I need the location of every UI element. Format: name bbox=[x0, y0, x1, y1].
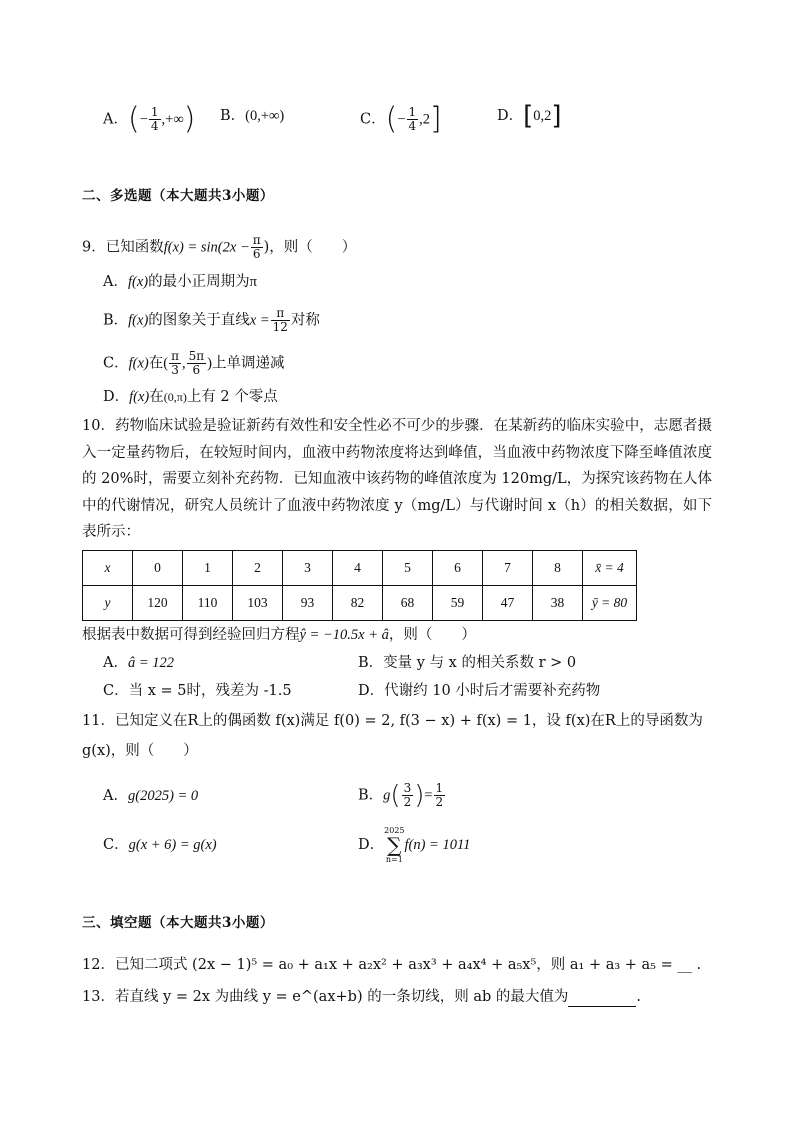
table-cell: x bbox=[83, 551, 133, 586]
table-cell: 7 bbox=[483, 551, 533, 586]
table-cell: 38 bbox=[533, 586, 583, 621]
q11-b-fraction-arg: $\frac{3}{2}$ bbox=[403, 781, 412, 809]
q11-option-d: D． 2025 ∑ n=1 f(n) = 1011 bbox=[358, 826, 471, 864]
table-cell: y bbox=[83, 586, 133, 621]
q9-option-a: A．f(x)的最小正周期为π bbox=[103, 274, 257, 290]
table-cell: 1 bbox=[183, 551, 233, 586]
table-cell: 82 bbox=[333, 586, 383, 621]
q12-stem: 12．已知二项式 (2x − 1)⁵ = a₀ + a₁x + a₂x² + a₃x³ + a₄x⁴ + a₅x⁵，则 a₁ + a₃ + a₅ = __ . bbox=[82, 957, 702, 973]
q8-option-a: A．(− $\frac{1}{4}$ ,+∞) bbox=[103, 101, 196, 137]
summation-symbol: 2025 ∑ n=1 bbox=[384, 826, 405, 864]
table-cell: 103 bbox=[233, 586, 283, 621]
q10-stem: 10．药物临床试验是验证新药有效性和安全性必不可少的步骤．在某新药的临床实验中，志愿者摄入一定量药物后，在较短时间内，血液中药物浓度将达到峰值，当血液中药物浓度下降至峰值浓度的 20%时，需要立刻补充药物．已知血液中该药物的峰值浓度为 120mg/L，为探究该药物在人体中的代谢情况，研究人员统计了血液中药物浓度 y（mg/L）与代谢时间 x（h）的相关数据，如下表所示： bbox=[82, 418, 712, 540]
q11-option-b: B．g( $\frac{3}{2}$ )= $\frac{1}{2}$ bbox=[358, 780, 444, 811]
q11-option-a: A．g(2025) = 0 bbox=[103, 788, 199, 804]
q8-option-d: D．[0,2] bbox=[497, 101, 562, 131]
q8-a-fraction: $\frac{1}{4}$ bbox=[150, 105, 159, 133]
table-cell: 47 bbox=[483, 586, 533, 621]
q10-option-b: B．变量 y 与 x 的相关系数 r > 0 bbox=[358, 655, 577, 671]
section-heading-multiple-choice: 二、多选题（本大题共3小题） bbox=[82, 188, 274, 204]
q8-c-fraction: $\frac{1}{4}$ bbox=[408, 105, 417, 133]
table-row-y bbox=[83, 586, 637, 621]
table-cell: 120 bbox=[133, 586, 183, 621]
table-cell: 68 bbox=[383, 586, 433, 621]
table-cell: 2 bbox=[233, 551, 283, 586]
q10-data-table bbox=[82, 550, 637, 621]
q10-regression-line: 根据表中数据可得到经验回归方程ŷ = −10.5x + â，则（ ） bbox=[82, 627, 476, 643]
q9-c-fraction-2: $\frac{5\pi}{6}$ bbox=[188, 349, 205, 377]
table-cell: 3 bbox=[283, 551, 333, 586]
answer-blank[interactable] bbox=[568, 992, 636, 1007]
q11-stem-line-1: 11．已知定义在R上的偶函数 f(x)满足 f(0) = 2, f(3 − x) + f(x) = 1，设 f(x)在R上的导函数为 bbox=[82, 713, 703, 729]
table-row-x bbox=[83, 551, 637, 586]
q10-option-a: A．â = 122 bbox=[103, 655, 175, 671]
q10-option-c: C．当 x = 5时，残差为 -1.5 bbox=[103, 683, 292, 699]
table-cell: 93 bbox=[283, 586, 333, 621]
section-heading-fill-in: 三、填空题（本大题共3小题） bbox=[82, 915, 274, 931]
q9-c-fraction-1: $\frac{\pi}{3}$ bbox=[171, 349, 179, 377]
q9-stem: 9．已知函数f(x) = sin(2x − $\frac{\pi}{6}$ )，则（ ） bbox=[82, 233, 357, 261]
q10-option-d: D．代谢约 10 小时后才需要补充药物 bbox=[358, 683, 601, 699]
q9-option-b: B．f(x)的图象关于直线x = $\frac{\pi}{12}$ 对称 bbox=[103, 306, 320, 334]
table-cell: 59 bbox=[433, 586, 483, 621]
table-cell-mean: x̄ = 4 bbox=[583, 551, 637, 586]
table-cell: 5 bbox=[383, 551, 433, 586]
q8-option-c: C．(− $\frac{1}{4}$ ,2] bbox=[360, 101, 442, 137]
q8-option-b: B．(0,+∞) bbox=[220, 108, 285, 124]
table-cell: 0 bbox=[133, 551, 183, 586]
q9-stem-fraction: $\frac{\pi}{6}$ bbox=[252, 233, 261, 261]
table-cell: 110 bbox=[183, 586, 233, 621]
table-cell: 4 bbox=[333, 551, 383, 586]
table-cell: 6 bbox=[433, 551, 483, 586]
q11-stem-line-2: g(x)，则（ ） bbox=[82, 743, 198, 759]
table-cell-mean: ȳ = 80 bbox=[583, 586, 637, 621]
q9-option-d: D．f(x)在(0,π)上有 2 个零点 bbox=[103, 389, 278, 405]
q9-option-c: C．f(x)在( $\frac{\pi}{3}$ , $\frac{5\pi}{6}$ )上单调递减 bbox=[103, 349, 285, 377]
q11-b-fraction-result: $\frac{1}{2}$ bbox=[435, 781, 444, 809]
q11-option-c: C．g(x + 6) = g(x) bbox=[103, 837, 217, 853]
table-cell: 8 bbox=[533, 551, 583, 586]
q13-stem: 13．若直线 y = 2x 为曲线 y = e^(ax+b) 的一条切线，则 ab 的最大值为 . bbox=[82, 989, 641, 1005]
q9-b-fraction: $\frac{\pi}{12}$ bbox=[272, 306, 288, 334]
